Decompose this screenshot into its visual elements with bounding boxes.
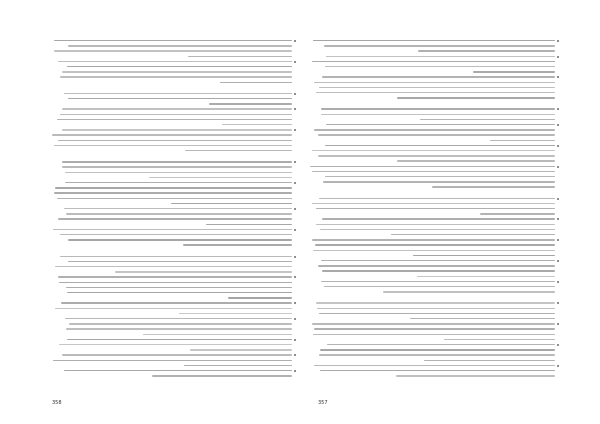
text-line [322, 76, 555, 77]
text-line [59, 282, 292, 283]
text-line [319, 313, 555, 314]
paragraph-bullet [557, 365, 559, 367]
text-line [314, 82, 555, 83]
text-line [65, 182, 292, 183]
text-line [62, 71, 292, 72]
left-page-lines [52, 40, 292, 400]
text-line [171, 203, 292, 204]
paragraph-bullet [294, 370, 296, 372]
text-line [323, 181, 555, 182]
text-line [318, 134, 555, 135]
paragraph-bullet [557, 56, 559, 58]
text-line [54, 145, 292, 146]
paragraph-bullet [294, 256, 296, 258]
text-line [185, 150, 292, 151]
text-line [420, 119, 555, 120]
paragraph-bullet [294, 354, 296, 356]
text-line [67, 339, 292, 340]
text-line [321, 260, 555, 261]
text-line [58, 140, 292, 141]
paragraph-bullet [294, 208, 296, 210]
text-line [320, 370, 555, 371]
paragraph-bullet [557, 124, 559, 126]
text-line [313, 334, 555, 335]
text-line [60, 234, 292, 235]
paragraph-bullet [557, 323, 559, 325]
paragraph-bullet [294, 108, 296, 110]
text-line [321, 114, 555, 115]
paragraph-bullet [294, 229, 296, 231]
paragraph-bullet [557, 260, 559, 262]
text-line [62, 354, 292, 355]
paragraph-bullet [294, 61, 296, 63]
text-line [67, 292, 292, 293]
text-line [57, 119, 292, 120]
text-line [316, 302, 555, 303]
text-line [326, 124, 555, 125]
text-line [313, 250, 555, 251]
left-page-number: 358 [52, 400, 62, 406]
text-line [206, 224, 292, 225]
text-line [310, 166, 555, 167]
text-line [396, 375, 555, 376]
text-line [391, 234, 555, 235]
paragraph-bullet [294, 276, 296, 278]
text-line [54, 50, 292, 51]
text-line [312, 150, 555, 151]
paragraph-bullet [557, 344, 559, 346]
text-line [53, 229, 292, 230]
paragraph-bullet [557, 218, 559, 220]
text-line [322, 270, 555, 271]
paragraph-bullet [294, 40, 296, 42]
text-line [184, 365, 292, 366]
text-line [326, 56, 555, 57]
text-line [62, 161, 292, 162]
text-line [321, 108, 555, 109]
text-line [312, 323, 555, 324]
paragraph-bullet [294, 93, 296, 95]
text-line [424, 360, 555, 361]
text-line [64, 93, 292, 94]
text-line [68, 239, 292, 240]
left-page-text [52, 40, 292, 400]
paragraph-bullet [557, 239, 559, 241]
text-line [64, 370, 292, 371]
text-line [318, 155, 555, 156]
text-line [316, 208, 555, 209]
text-line [322, 218, 555, 219]
text-line [432, 186, 555, 187]
text-line [417, 276, 555, 277]
text-line [314, 328, 555, 329]
text-line [312, 239, 555, 240]
text-line [61, 302, 292, 303]
text-line [53, 360, 292, 361]
text-line [321, 281, 555, 282]
text-line [66, 213, 292, 214]
text-line [188, 56, 292, 57]
paragraph-bullet [557, 281, 559, 283]
text-line [320, 229, 555, 230]
text-line [65, 318, 292, 319]
text-line [316, 92, 555, 93]
text-line [58, 218, 292, 219]
text-line [325, 176, 555, 177]
paragraph-bullet [294, 182, 296, 184]
text-line [54, 40, 292, 41]
text-line [58, 276, 292, 277]
text-line [183, 244, 292, 245]
paragraph-bullet [557, 108, 559, 110]
paragraph-bullet [557, 166, 559, 168]
text-line [68, 45, 292, 46]
text-line [324, 45, 555, 46]
text-line [68, 261, 292, 262]
text-line [152, 375, 292, 376]
text-line [383, 291, 555, 292]
paragraph-bullet [557, 302, 559, 304]
text-line [60, 256, 292, 257]
right-page-text [310, 40, 555, 400]
paragraph-bullet [294, 302, 296, 304]
paragraph-bullet [294, 318, 296, 320]
text-line [314, 365, 555, 366]
paragraph-bullet [294, 161, 296, 163]
text-line [313, 40, 555, 41]
text-line [68, 98, 292, 99]
text-line [58, 61, 292, 62]
text-line [312, 61, 555, 62]
text-line [444, 339, 555, 340]
text-line [65, 172, 292, 173]
text-line [54, 192, 292, 193]
text-line [67, 66, 292, 67]
text-line [190, 349, 292, 350]
paragraph-bullet [294, 129, 296, 131]
text-line [312, 203, 555, 204]
text-line [410, 318, 555, 319]
text-line [320, 349, 555, 350]
text-line [115, 271, 292, 272]
paragraph-bullet [557, 145, 559, 147]
text-line [490, 140, 555, 141]
text-line [473, 71, 555, 72]
text-line [397, 160, 555, 161]
text-line [179, 313, 292, 314]
text-line [325, 66, 555, 67]
text-line [314, 129, 555, 130]
paragraph-bullet [294, 339, 296, 341]
text-line [62, 108, 292, 109]
text-line [55, 308, 292, 309]
text-line [57, 198, 292, 199]
text-line [480, 213, 555, 214]
text-line [315, 244, 555, 245]
text-line [325, 145, 555, 146]
text-line [222, 124, 292, 125]
text-line [55, 266, 292, 267]
text-line [316, 224, 555, 225]
text-line [66, 328, 292, 329]
text-line [312, 171, 555, 172]
right-page-lines [310, 40, 555, 400]
text-line [319, 198, 555, 199]
text-line [318, 265, 555, 266]
text-line [418, 50, 555, 51]
right-page-number: 357 [318, 400, 328, 406]
text-line [319, 87, 555, 88]
text-line [209, 103, 292, 104]
text-line [324, 286, 555, 287]
text-line [60, 114, 292, 115]
text-line [397, 97, 555, 98]
paragraph-bullet [557, 76, 559, 78]
text-line [59, 344, 292, 345]
text-line [66, 287, 292, 288]
text-line [62, 166, 292, 167]
text-line [220, 82, 292, 83]
text-line [327, 344, 555, 345]
text-line [55, 187, 292, 188]
text-line [228, 297, 292, 298]
text-line [60, 76, 292, 77]
paragraph-bullet [557, 198, 559, 200]
text-line [52, 134, 292, 135]
paragraph-bullet [557, 40, 559, 42]
text-line [143, 334, 292, 335]
text-line [69, 323, 292, 324]
text-line [319, 354, 555, 355]
text-line [149, 177, 292, 178]
text-line [413, 255, 555, 256]
text-line [62, 129, 292, 130]
text-line [317, 308, 555, 309]
text-line [64, 208, 292, 209]
